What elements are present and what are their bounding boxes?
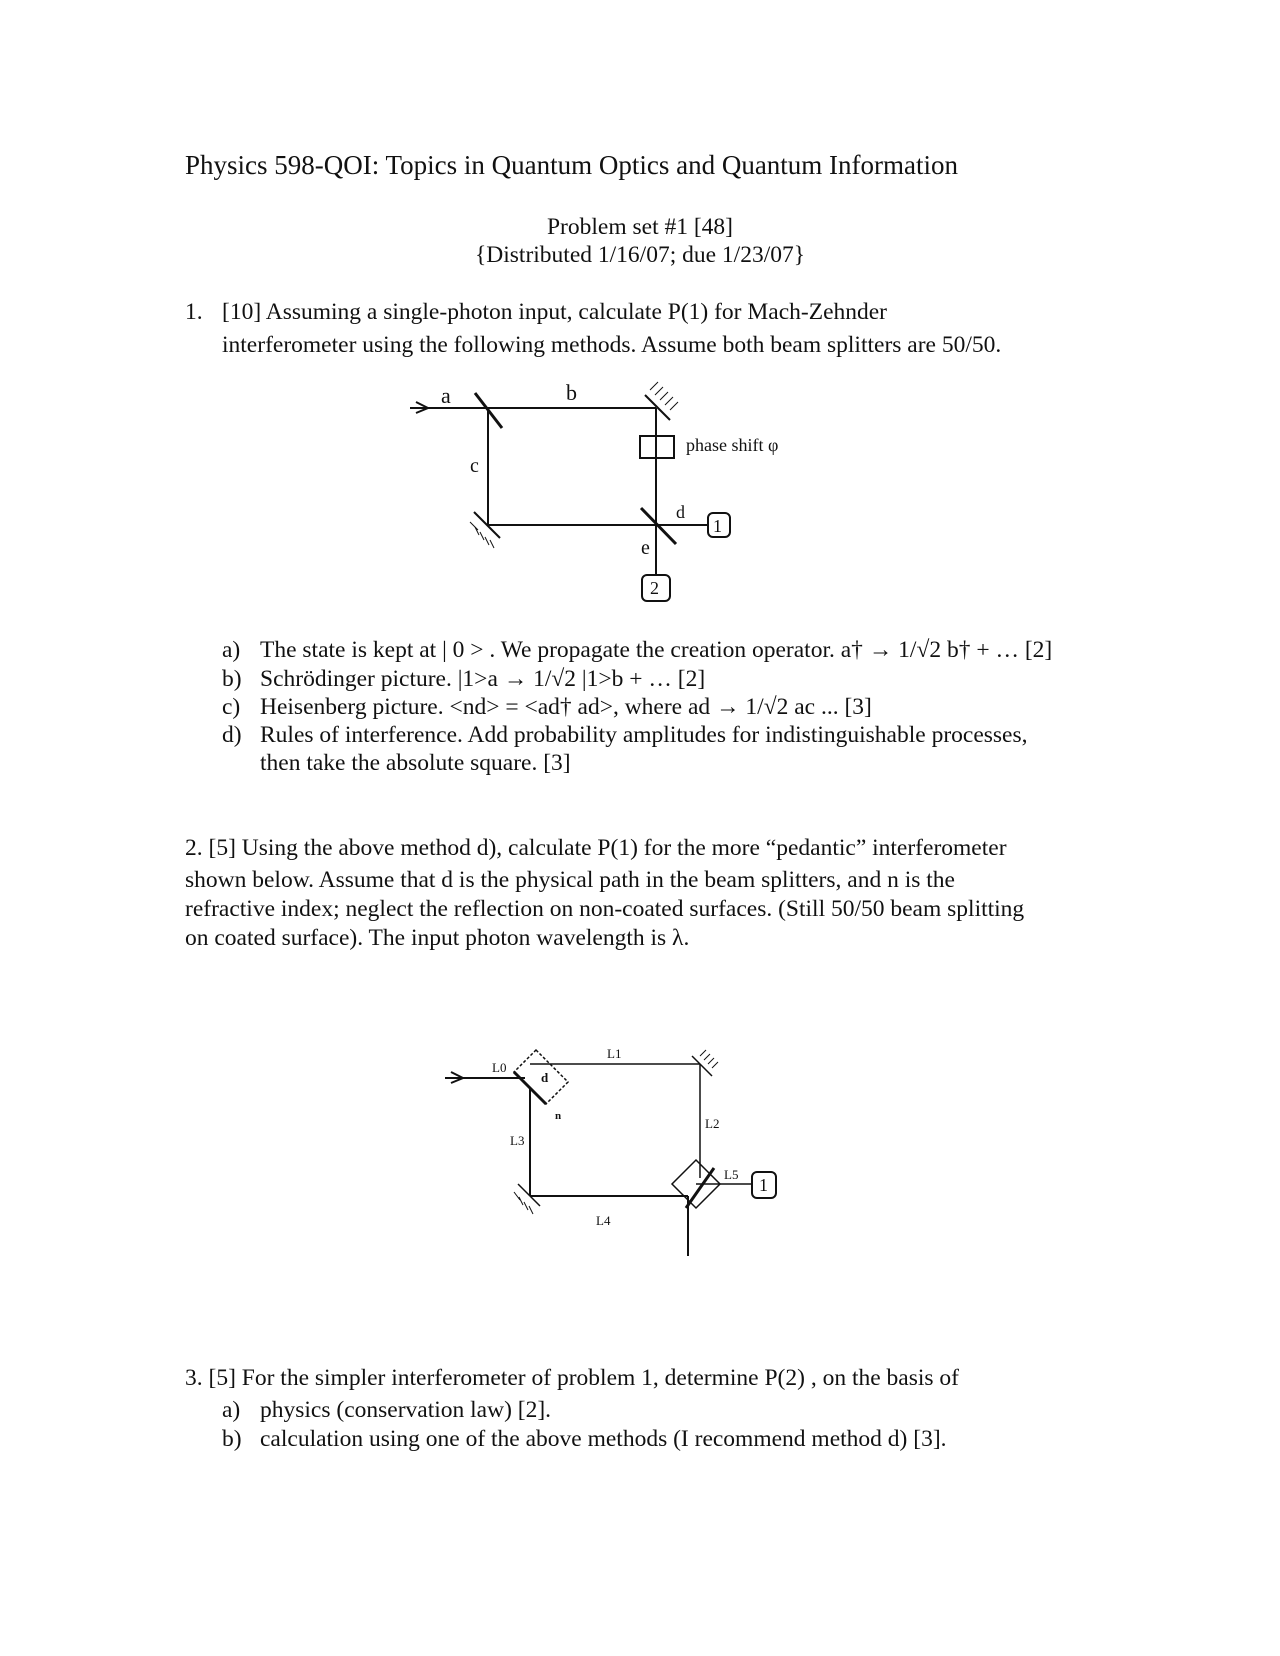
item-3a-text: physics (conservation law) [2].	[260, 1397, 552, 1423]
problem-1-line-1: [10] Assuming a single-photon input, calculate P(1) for Mach-Zehnder	[222, 299, 888, 325]
mirror-bottom-left-2-icon	[514, 1184, 540, 1214]
problem-2-line-3: refractive index; neglect the reflection on non-coated surfaces. (Still 50/50 beam splitting	[185, 896, 1025, 922]
item-1d-letter: d)	[222, 722, 242, 748]
page-title: Physics 598-QOI: Topics in Quantum Optics and Quantum Information	[185, 150, 959, 180]
item-1d-text: Rules of interference. Add probability amplitudes for indistinguishable processes,	[260, 722, 1028, 748]
mach-zehnder-diagram	[0, 0, 1280, 620]
phase-shift-label: phase shift φ	[686, 435, 779, 455]
problem-3-line-1: 3. [5] For the simpler interferometer of problem 1, determine P(2) , on the basis of	[185, 1365, 959, 1391]
label-d: d	[676, 502, 685, 522]
label-l2: L2	[705, 1116, 720, 1131]
problem-1-line-2: interferometer using the following methods. Assume both beam splitters are 50/50.	[222, 332, 1002, 358]
detector-1-fig2-label: 1	[759, 1175, 768, 1195]
label-l5: L5	[724, 1167, 739, 1182]
problem-2-line-2: shown below. Assume that d is the physical path in the beam splitters, and n is the	[185, 867, 955, 893]
detector-1-label: 1	[713, 516, 722, 536]
label-e: e	[641, 537, 650, 559]
label-l1: L1	[607, 1046, 622, 1061]
label-l3: L3	[510, 1133, 525, 1148]
item-3a-letter: a)	[222, 1397, 241, 1423]
label-l0: L0	[492, 1060, 507, 1075]
problem-2-line-4: on coated surface). The input photon wavelength is λ.	[185, 925, 690, 951]
label-a: a	[441, 383, 451, 408]
label-n: n	[555, 1110, 562, 1122]
item-3b-text: calculation using one of the above methods (I recommend method d) [3].	[260, 1426, 947, 1452]
distribution-dates: {Distributed 1/16/07; due 1/23/07}	[475, 242, 805, 268]
item-1d-text-cont: then take the absolute square. [3]	[260, 750, 571, 776]
mirror-bottom-left-icon	[470, 512, 500, 548]
label-d-fig2: d	[541, 1070, 549, 1085]
item-1c-text: Heisenberg picture. <nd> = <ad† ad>, where ad → 1/√2 ac ... [3]	[260, 694, 872, 720]
problem-set-heading: Problem set #1 [48]	[546, 214, 733, 240]
item-1b-text: Schrödinger picture. |1>a → 1/√2 |1>b + … [2]	[260, 666, 706, 692]
mirror-top-right-2-icon	[692, 1050, 718, 1076]
item-1b-letter: b)	[222, 666, 242, 692]
pedantic-interferometer-diagram	[0, 1000, 1280, 1270]
label-l4: L4	[596, 1213, 611, 1228]
item-1a-letter: a)	[222, 637, 241, 663]
problem-1-number: 1.	[185, 299, 203, 325]
item-1a-text: The state is kept at | 0 > . We propagate the creation operator. a† → 1/√2 b† + … [2]	[260, 637, 1053, 663]
item-1c-letter: c)	[222, 694, 241, 720]
label-b: b	[566, 380, 577, 405]
problem-2-line-1: 2. [5] Using the above method d), calculate P(1) for the more “pedantic” interferometer	[185, 835, 1007, 861]
label-c: c	[470, 455, 479, 477]
detector-2-label: 2	[650, 578, 659, 598]
mirror-top-right-icon	[645, 382, 678, 420]
item-3b-letter: b)	[222, 1426, 242, 1452]
